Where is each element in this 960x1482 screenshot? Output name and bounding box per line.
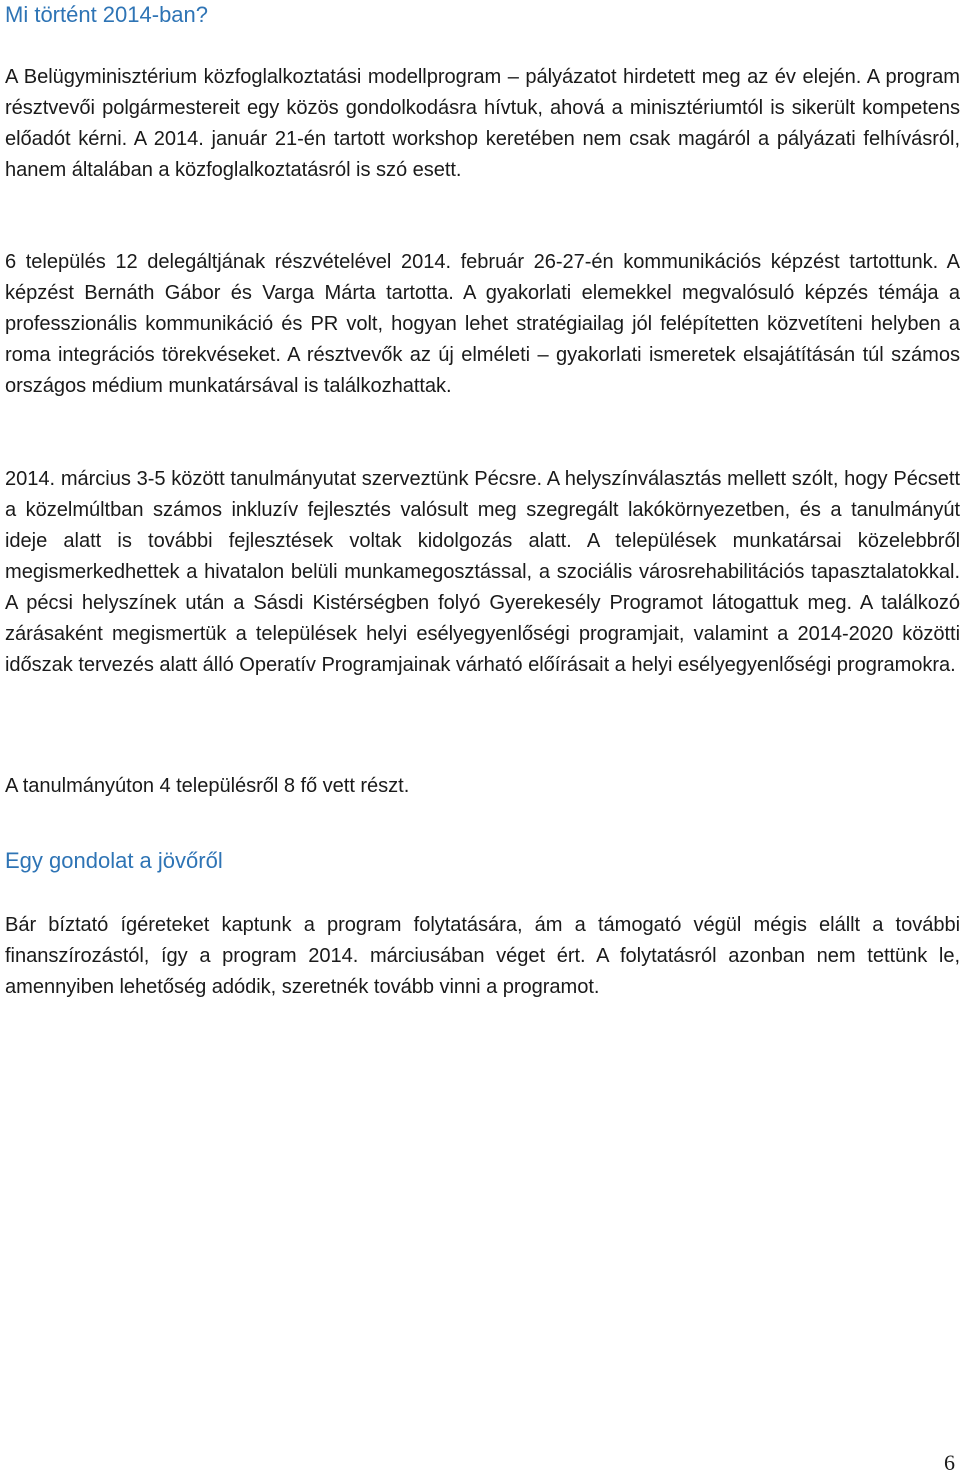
paragraph-study-trip: 2014. március 3-5 között tanulmányutat szerveztünk Pécsre. A helyszínválasztás mellett szólt, hogy Pécsett a közelmúltban számos inkluzív fejlesztés valósult meg szegregált lakókörnyezetben, és a tanulmányút ideje alatt is további fejlesztések voltak kidolgozás alatt. A települések munkatársai közelebbről megismerkedhettek a hivatalon belüli munkamegosztással, a szociális városrehabilitációs tapasztalatokkal. A pécsi helyszínek után a Sásdi Kistérségben folyó Gyerekesély Programot látogattuk meg. A találkozó zárásaként megismertük a települések helyi esélyegyenlőségi programjait, valamint a 2014-2020 közötti időszak tervezés alatt álló Operatív Programjainak várható előírásait a helyi esélyegyenlőségi programokra.	[5, 468, 960, 676]
paragraph-study-trip-participants: A tanulmányúton 4 településről 8 fő vett részt.	[5, 775, 410, 797]
section-heading-future: Egy gondolat a jövőről	[5, 848, 223, 873]
paragraph-workshop: A Belügyminisztérium közfoglalkoztatási modellprogram – pályázatot hirdetett meg az év elején. A program résztvevői polgármestereit egy közös gondolkodásra hívtuk, ahová a minisztériumtól is sikerült kompetens előadót kérni. A 2014. január 21-én tartott workshop keretében nem csak magáról a pályázati felhívásról, hanem általában a közfoglalkoztatásról is szó esett.	[5, 66, 960, 181]
paragraph-future: Bár bíztató ígéreteket kaptunk a program folytatására, ám a támogató végül mégis elállt a további finanszírozástól, így a program 2014. márciusában véget ért. A folytatásról azonban nem tettünk le, amennyiben lehetőség adódik, szeretnék tovább vinni a programot.	[5, 914, 960, 998]
section-heading-events-2014: Mi történt 2014-ban?	[5, 2, 209, 27]
page-number: 6	[944, 1450, 955, 1475]
paragraph-communication-training: 6 település 12 delegáltjának részvételével 2014. február 26-27-én kommunikációs képzést tartottunk. A képzést Bernáth Gábor és Varga Márta tartotta. A gyakorlati elemekkel megvalósuló képzés témája a professzionális kommunikáció és PR volt, hogyan lehet stratégiailag jól felépítetten közvetíteni helyben a roma integrációs törekvéseket. A résztvevők az új elméleti – gyakorlati ismeretek elsajátításán túl számos országos médium munkatársával is találkozhattak.	[5, 251, 960, 397]
